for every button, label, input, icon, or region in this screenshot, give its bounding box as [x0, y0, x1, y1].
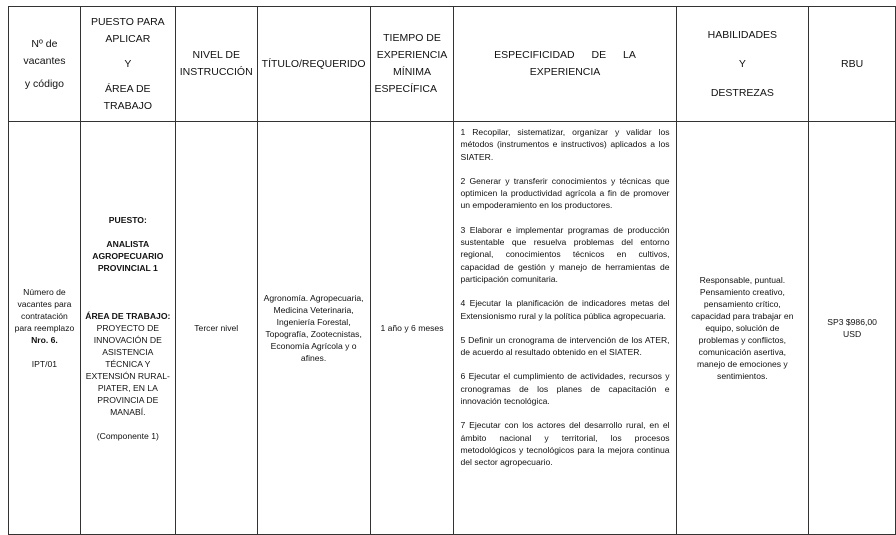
cell-vacantes	[9, 122, 81, 535]
vacantes-code: IPT/01	[31, 359, 58, 369]
cell-especificidad	[454, 122, 676, 535]
cell-rbu: SP3 $986,00 USD	[809, 122, 896, 535]
vacantes-number: Nro. 6.	[31, 335, 58, 345]
header-row	[9, 7, 896, 122]
header-especificidad: ESPECIFICIDAD DE LA EXPERIENCIA	[454, 7, 676, 122]
header-vacantes: Nº de vacantes y código	[9, 7, 81, 122]
experience-item: 6 Ejecutar el cumplimiento de actividades, recursos y cronogramas de los planes de capacitación e innovación tecnológica.	[460, 371, 670, 407]
cell-puesto	[80, 122, 175, 535]
cell-nivel: Tercer nivel	[175, 122, 257, 535]
experience-item: 2 Generar y transferir conocimientos y técnicas que optimicen la productividad agrícola a fin de promover un empoderamiento en los productores.	[460, 175, 670, 211]
header-nivel: NIVEL DE INSTRUCCIÓN	[175, 7, 257, 122]
experience-item: 4 Ejecutar la planificación de indicadores metas del Extensionismo rural y la política pública agropecuaria.	[460, 298, 670, 321]
header-rbu: RBU	[809, 7, 896, 122]
header-puesto: PUESTO PARA APLICAR Y ÁREA DE TRABAJO	[80, 7, 175, 122]
area-label: ÁREA DE TRABAJO:	[85, 311, 171, 321]
experience-item: 5 Definir un cronograma de intervención de los ATER, de acuerdo al resultado obtenido en el SIATER.	[460, 334, 670, 358]
cell-habilidades: Responsable, puntual. Pensamiento creativo, pensamiento crítico, capacidad para trabajar en equipo, solución de problemas y conflictos, comunicación asertiva, manejo de emociones y sentimientos.	[676, 122, 809, 535]
area-text: PROYECTO DE INNOVACIÓN DE ASISTENCIA TÉCNICA Y EXTENSIÓN RURAL-PIATER, EN LA PROVINCIA DE MANABÍ.	[85, 323, 170, 417]
table-row	[9, 122, 896, 535]
puesto-name: ANALISTA AGROPECUARIO PROVINCIAL 1	[92, 239, 164, 273]
experience-item: 3 Elaborar e implementar programas de producción sustentable que resuelva problemas del entorno regional, conocimientos técnicos en cultivos, capacidad de gestión y manejo de herramientas de participación comunitaria.	[460, 224, 670, 284]
header-tiempo: TIEMPO DE EXPERIENCIA MÍNIMA ESPECÍFICA	[370, 7, 454, 122]
cell-tiempo: 1 año y 6 meses	[370, 122, 454, 535]
experience-item: 7 Ejecutar con los actores del desarrollo rural, en el ámbito nacional y territorial, los procesos metodológicos y tecnológicos para la mejora continua del sector agropecuario.	[460, 420, 670, 468]
header-titulo: TÍTULO/REQUERIDO	[257, 7, 370, 122]
vacantes-text: Número de vacantes para contratación para reemplazo	[14, 287, 75, 333]
puesto-label: PUESTO:	[108, 215, 147, 225]
experience-item: 1 Recopilar, sistematizar, organizar y validar los métodos (instrumentos e instructivos) aplicados a los SIATER.	[460, 127, 670, 162]
cell-titulo: Agronomía. Agropecuaria, Medicina Veterinaria, Ingeniería Forestal, Topografía, Zootecnistas, Economía Agrícola y o afines.	[257, 122, 370, 535]
header-habilidades: HABILIDADES Y DESTREZAS	[676, 7, 809, 122]
job-posting-table	[8, 6, 896, 535]
job-posting-table-wrapper	[8, 6, 896, 535]
component-text: (Componente 1)	[96, 431, 159, 441]
